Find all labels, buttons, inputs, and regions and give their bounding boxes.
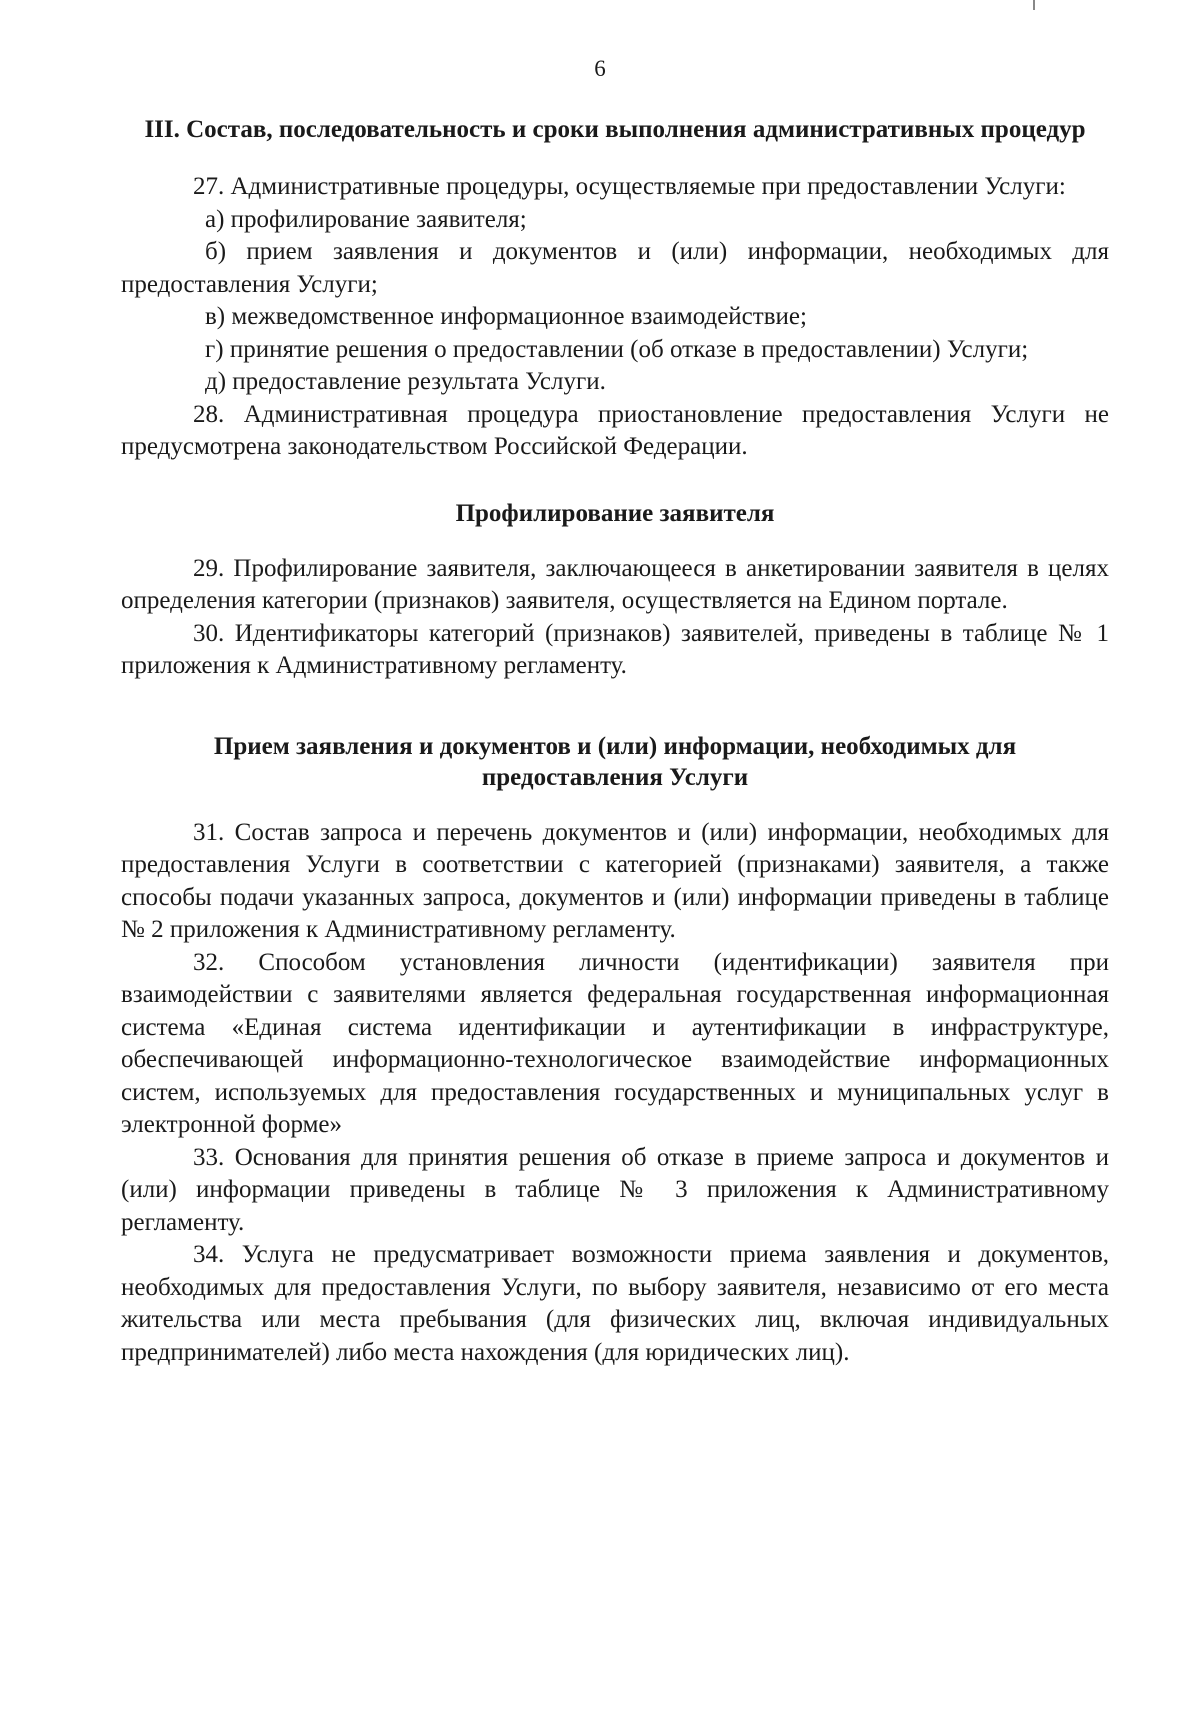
list-item-b: б) прием заявления и документов и (или) информации, необходимых для предоставления Услуги;	[121, 238, 1109, 298]
paragraph-34: 34. Услуга не предусматривает возможности приема заявления и документов, необходимых для предоставления Услуги, по выбору заявителя, независимо от его места жительства или места пребывания (для физических лиц, включая индивидуальных предпринимателей) либо места нахождения (для юридических лиц).	[121, 1241, 1109, 1366]
paragraph-27: 27. Административные процедуры, осуществляемые при предоставлении Услуги:	[193, 173, 1066, 200]
list-item-g: г) принятие решения о предоставлении (об отказе в предоставлении) Услуги;	[205, 335, 1029, 363]
section-title-reception: Прием заявления и документов и (или) информации, необходимых для предоставления Услуги	[213, 732, 1017, 791]
section-title-profiling: Профилирование заявителя	[455, 499, 775, 527]
list-item-a: а) профилирование заявителя;	[205, 205, 527, 233]
paragraph-29: 29. Профилирование заявителя, заключающееся в анкетировании заявителя в целях определения категории (признаков) заявителя, осуществляется на Едином портале.	[121, 554, 1109, 614]
page-content	[121, 114, 1109, 1369]
paragraph-30: 30. Идентификаторы категорий (признаков) заявителей, приведены в таблице № 1 приложения к Административному регламенту.	[121, 619, 1109, 679]
scan-mark	[1033, 0, 1035, 10]
paragraph-33: 33. Основания для принятия решения об отказе в приеме запроса и документов и (или) информации приведены в таблице № 3 приложения к Административному регламенту.	[121, 1143, 1109, 1236]
paragraph-28: 28. Административная процедура приостановление предоставления Услуги не предусмотрена законодательством Российской Федерации.	[121, 400, 1109, 460]
section-title-procedures: III. Состав, последовательность и сроки выполнения административных процедур	[144, 116, 1086, 143]
list-item-d: д) предоставление результата Услуги.	[205, 368, 606, 395]
list-item-v: в) межведомственное информационное взаимодействие;	[205, 303, 807, 330]
paragraph-32: 32. Способом установления личности (идентификации) заявителя при взаимодействии с заявителями является федеральная государственная информационная система «Единая система идентификации и аутентификации в инфраструктуре, обеспечивающей информационно-технологическое взаимодействие информационных систем, используемых для предоставления государственных и муниципальных услуг в электронной форме»	[121, 948, 1109, 1138]
paragraph-31: 31. Состав запроса и перечень документов и (или) информации, необходимых для предоставления Услуги в соответствии с категорией (признаками) заявителя, а также способы подачи указанных запроса, документов и (или) информации приведены в таблице № 2 приложения к Административному регламенту.	[121, 818, 1109, 943]
page-number: 6	[594, 56, 606, 81]
